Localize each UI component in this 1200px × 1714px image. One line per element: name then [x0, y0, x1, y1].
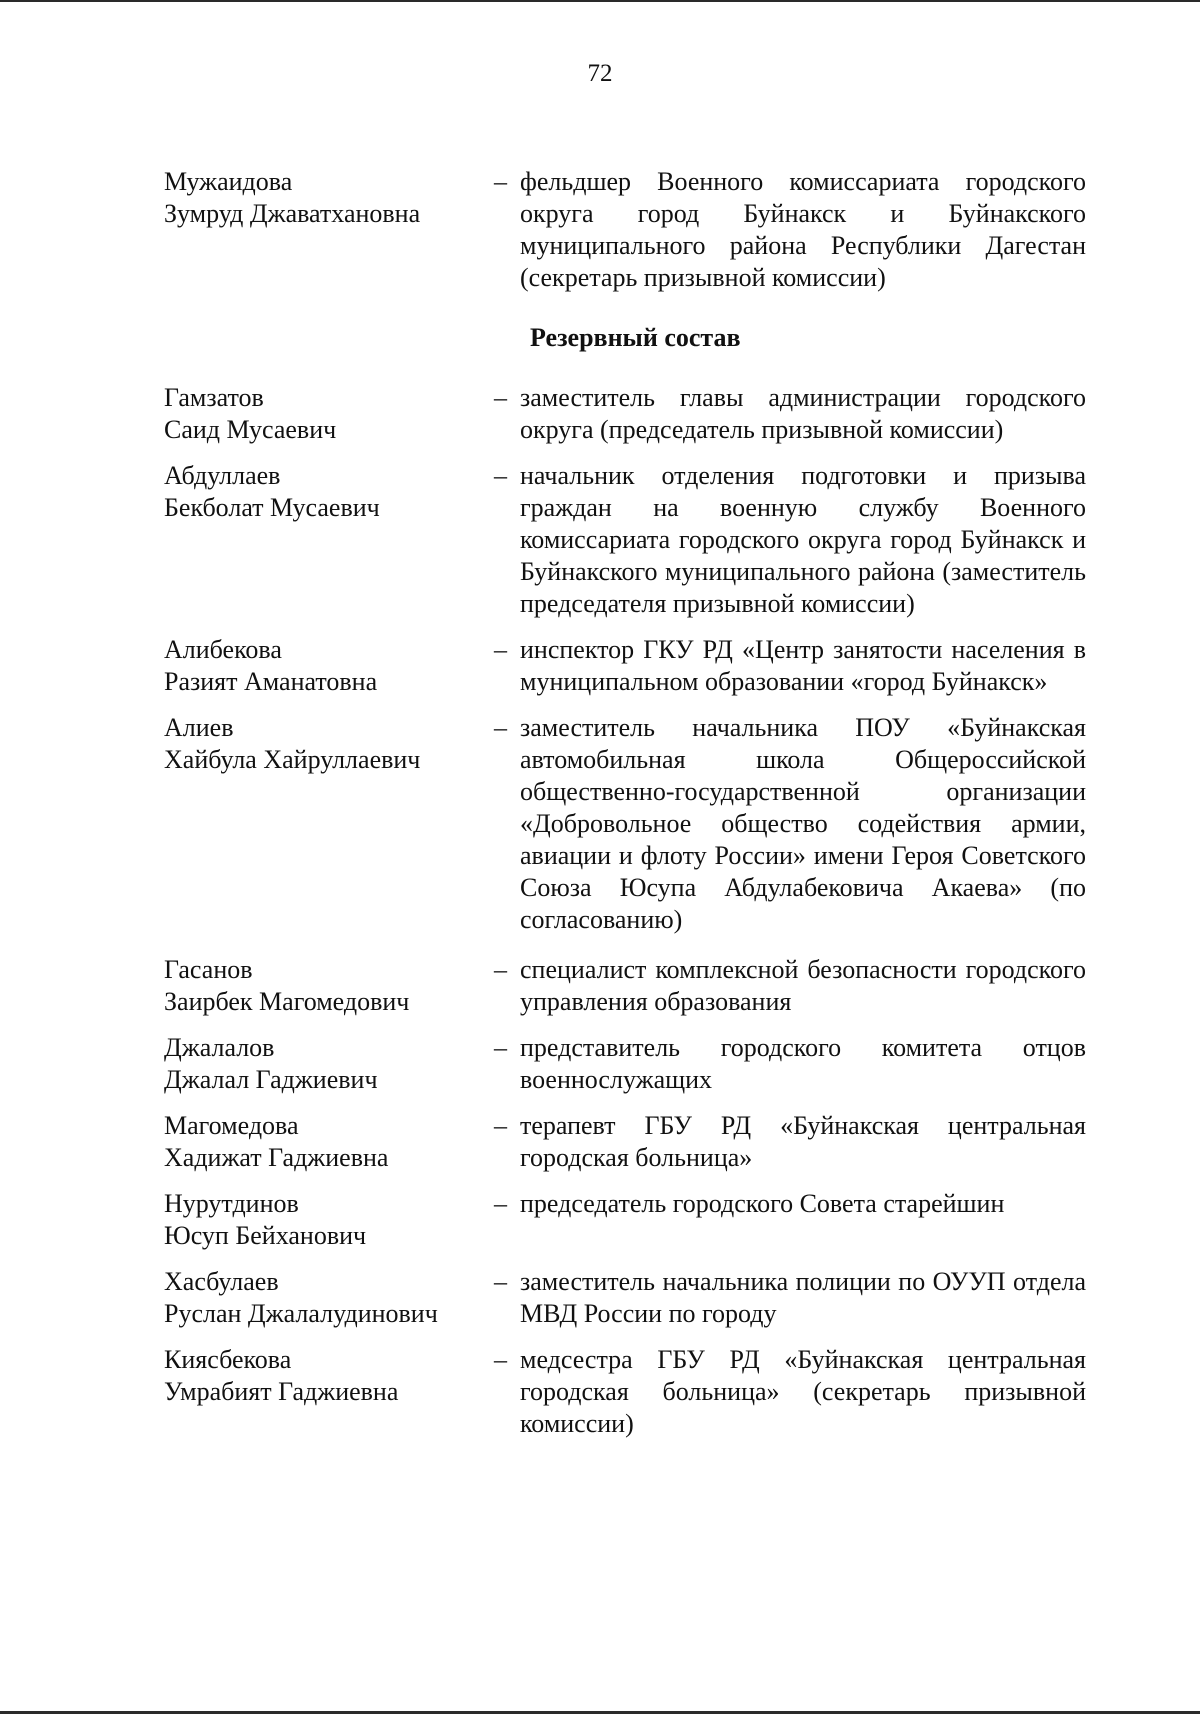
member-surname: Алибекова — [164, 635, 282, 664]
scan-edge-top — [0, 0, 1200, 2]
reserve-entry — [0, 1344, 1200, 1440]
entry-dash: – — [494, 1345, 507, 1374]
member-surname: Джалалов — [164, 1033, 275, 1062]
member-surname: Алиев — [164, 713, 234, 742]
entry-dash: – — [494, 1111, 507, 1140]
member-surname: Абдуллаев — [164, 461, 281, 490]
reserve-entry — [0, 954, 1200, 1018]
member-role: начальник отделения подготовки и призыва граждан на военную службу Военного комиссариата городского округа город Буйнакск и Буйнакского муниципального района (заместитель председателя призывной комиссии) — [520, 461, 1086, 618]
member-name — [0, 1110, 494, 1174]
member-surname: Мужаидова — [164, 167, 293, 196]
member-surname: Гамзатов — [164, 383, 264, 412]
reserve-entry — [0, 1032, 1200, 1096]
reserve-entry — [0, 1110, 1200, 1174]
member-surname: Гасанов — [164, 955, 253, 984]
member-name — [0, 634, 494, 698]
member-role: терапевт ГБУ РД «Буйнакская центральная городская больница» — [520, 1111, 1086, 1172]
member-given-names: Бекболат Мусаевич — [164, 493, 380, 522]
entry-dash: – — [494, 461, 507, 490]
member-role: инспектор ГКУ РД «Центр занятости населения в муниципальном образовании «город Буйнакск» — [520, 635, 1086, 696]
member-entry — [0, 166, 1200, 294]
member-surname: Магомедова — [164, 1111, 299, 1140]
member-surname: Хасбулаев — [164, 1267, 279, 1296]
reserve-entry — [0, 634, 1200, 698]
entry-dash: – — [494, 955, 507, 984]
member-name — [0, 1032, 494, 1096]
member-role: медсестра ГБУ РД «Буйнакская центральная городская больница» (секретарь призывной комиссии) — [520, 1345, 1086, 1438]
member-name — [0, 1188, 494, 1252]
entry-dash: – — [494, 635, 507, 664]
member-given-names: Разият Аманатовна — [164, 667, 378, 696]
member-role: заместитель главы администрации городского округа (председатель призывной комиссии) — [520, 383, 1086, 444]
entry-dash: – — [494, 383, 507, 412]
entry-dash: – — [494, 1267, 507, 1296]
entry-dash: – — [494, 1189, 507, 1218]
reserve-entry — [0, 460, 1200, 620]
member-role: специалист комплексной безопасности городского управления образования — [520, 955, 1086, 1016]
member-role: заместитель начальника полиции по ОУУП отдела МВД России по городу — [520, 1267, 1086, 1328]
member-given-names: Джалал Гаджиевич — [164, 1065, 378, 1094]
reserve-entry — [0, 382, 1200, 446]
member-name — [0, 1344, 494, 1408]
section-title-reserve: Резервный состав — [530, 323, 741, 352]
member-name — [0, 712, 494, 776]
member-name — [0, 382, 494, 446]
page-number: 72 — [587, 60, 613, 87]
member-given-names: Саид Мусаевич — [164, 415, 337, 444]
reserve-entry — [0, 1188, 1200, 1252]
member-given-names: Зумруд Джаватхановна — [164, 199, 421, 228]
member-given-names: Умрабият Гаджиевна — [164, 1377, 399, 1406]
entry-dash: – — [494, 167, 507, 196]
entry-dash: – — [494, 713, 507, 742]
member-role: заместитель начальника ПОУ «Буйнакская автомобильная школа Общероссийской общественно-государственной организации «Добровольное общество содействия армии, авиации и флоту России» имени Героя Советского Союза Юсупа Абдулабековича Акаева» (по согласованию) — [520, 713, 1086, 934]
member-given-names: Хадижат Гаджиевна — [164, 1143, 389, 1172]
member-role: председатель городского Совета старейшин — [520, 1189, 1005, 1218]
entry-dash: – — [494, 1033, 507, 1062]
member-given-names: Руслан Джалалудинович — [164, 1299, 438, 1328]
member-given-names: Заирбек Магомедович — [164, 987, 410, 1016]
member-name — [0, 166, 494, 230]
reserve-entry — [0, 712, 1200, 936]
member-name — [0, 954, 494, 1018]
member-name — [0, 460, 494, 524]
member-surname: Нурутдинов — [164, 1189, 299, 1218]
member-name — [0, 1266, 494, 1330]
document-body — [0, 166, 1200, 1440]
member-given-names: Юсуп Бейханович — [164, 1221, 367, 1250]
reserve-entry — [0, 1266, 1200, 1330]
member-given-names: Хайбула Хайруллаевич — [164, 745, 421, 774]
member-surname: Киясбекова — [164, 1345, 292, 1374]
member-role: представитель городского комитета отцов военнослужащих — [520, 1033, 1086, 1094]
member-role: фельдшер Военного комиссариата городского округа город Буйнакск и Буйнакского муниципального района Республики Дагестан (секретарь призывной комиссии) — [520, 167, 1086, 292]
